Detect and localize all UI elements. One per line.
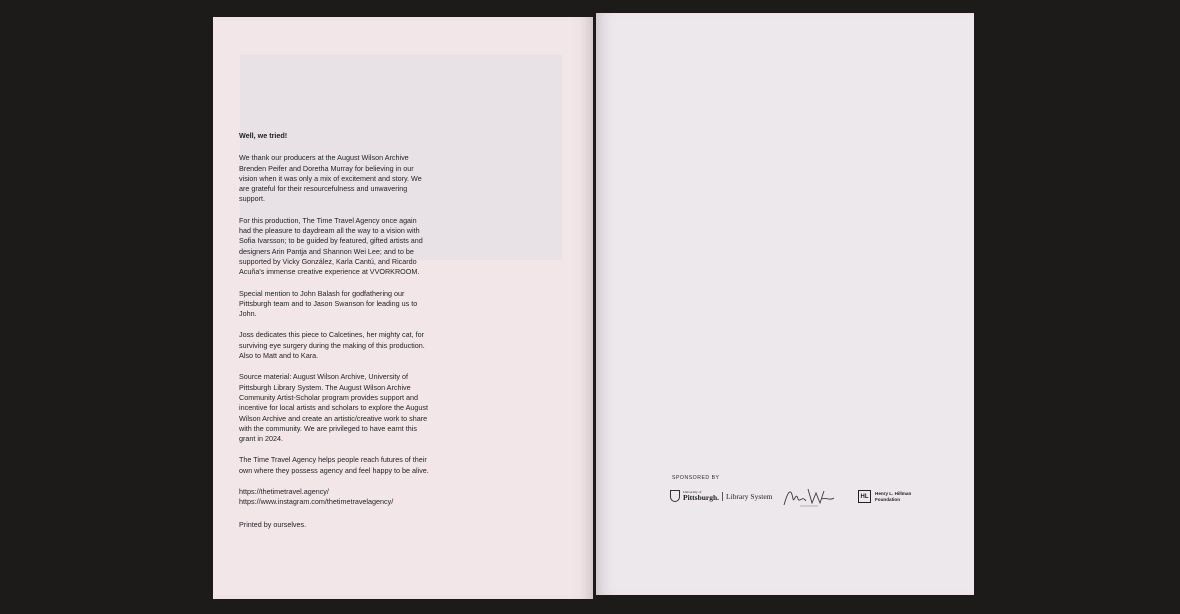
paragraph-source-material: Source material: August Wilson Archive, University of Pittsburgh Library System. The August Wilson Archive Community Artist-Scholar program provides support and incentive for local artists and scholars to explore the August Wilson Archive and create an artistic/creative work to share with the community. We are privileged to have earnt this grant in 2024. <box>239 372 428 444</box>
paragraph-agency: The Time Travel Agency helps people reach futures of their own where they possess agency and feel happy to be alive. <box>239 455 429 475</box>
pitt-shield-icon <box>670 490 680 502</box>
paragraph-producers: We thank our producers at the August Wilson Archive Brenden Peifer and Doretha Murray for believing in our vision when it was only a mix of excitement and story. We are grateful for their resourcefulness and unwavering support. <box>239 153 422 204</box>
acknowledgements-text <box>239 131 429 541</box>
hillman-line-1: Henry L. Hillman <box>875 490 912 496</box>
website-link[interactable]: https://thetimetravel.agency/ <box>239 487 329 497</box>
pitt-library-text: Library System <box>722 492 772 501</box>
sponsor-logos <box>670 485 930 509</box>
instagram-link[interactable]: https://www.instagram.com/thetimetravelagency/ <box>239 497 394 507</box>
pitt-name-text: Pittsburgh. <box>683 493 720 502</box>
left-page <box>213 17 593 599</box>
hillman-monogram-icon: HL <box>858 490 871 503</box>
pitt-wordmark <box>683 490 719 502</box>
august-wilson-archive-logo <box>782 485 836 509</box>
pitt-small-text: University of <box>683 490 702 494</box>
paragraph-production: For this production, The Time Travel Agency once again had the pleasure to daydream all the way to a vision with Sofia Ivarsson; to be guided by featured, gifted artists and designers Arin Pantja and Shannon Wei Lee; and to be supported by Vicky González, Karla Cantú, and Ricardo Acuña's immense creative experience at VVORKROOM. <box>239 215 423 277</box>
hillman-line-2: Foundation <box>875 496 901 502</box>
paragraph-special-mention: Special mention to John Balash for godfathering our Pittsburgh team and to Jason Swanson for leading us to John. <box>239 288 418 319</box>
sponsored-by-label: SPONSORED BY <box>672 475 720 481</box>
pitt-library-logo <box>670 490 773 502</box>
hillman-wordmark <box>875 491 911 502</box>
printed-note: Printed by ourselves. <box>239 519 307 529</box>
links-block <box>239 487 429 508</box>
acknowledgements-heading: Well, we tried! <box>239 131 288 140</box>
right-page <box>596 13 974 595</box>
paragraph-dedication: Joss dedicates this piece to Calcetines, her mighty cat, for surviving eye surgery during the making of this production. Also to Matt and to Kara. <box>239 330 425 361</box>
hillman-foundation-logo <box>858 490 911 503</box>
